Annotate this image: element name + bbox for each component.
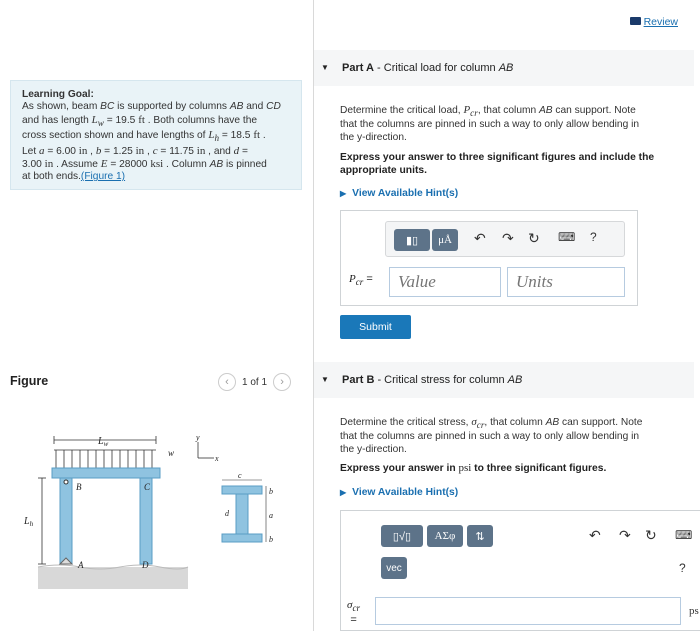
help-button[interactable]: ? — [590, 230, 597, 244]
text: Let — [22, 145, 39, 157]
text: = 19.5 — [103, 114, 139, 126]
text: . Both columns have the — [144, 114, 258, 126]
help-button[interactable]: ? — [679, 561, 686, 575]
beam-bc — [52, 468, 160, 478]
caret-down-icon: ▼ — [321, 63, 329, 72]
text: . — [260, 130, 266, 142]
right-panel — [314, 0, 700, 631]
text: , — [144, 145, 153, 157]
review-label: Review — [643, 16, 678, 28]
figure-page-indicator: 1 of 1 — [242, 376, 268, 388]
part-b-header[interactable] — [314, 362, 694, 398]
label-b-point: B — [76, 482, 82, 492]
math: d — [233, 144, 240, 157]
text: 3.00 — [22, 158, 45, 170]
math-pcr: $P_{cr}$ — [463, 104, 478, 119]
math-lh: $L_h$ — [208, 129, 220, 144]
label-c-dim: c — [238, 471, 242, 480]
label-c-point: C — [144, 482, 151, 492]
prompt-line: that the columns are pinned in such a way to only allow bending in — [340, 119, 640, 131]
part-a-hint-toggle[interactable]: ▶ View Available Hint(s) — [340, 188, 459, 199]
text: is supported by columns — [114, 101, 230, 113]
text: = 6.00 — [44, 145, 79, 157]
text: , and — [205, 145, 234, 157]
math: b — [95, 144, 102, 157]
math-sigma-cr: $\sigma_{cr}$ — [471, 416, 485, 431]
prompt-line: the y-direction. — [340, 443, 407, 455]
unit: in — [78, 144, 88, 157]
figure-link[interactable]: (Figure 1) — [80, 171, 126, 183]
text: CD — [266, 101, 281, 113]
units-input[interactable] — [507, 267, 625, 297]
book-icon — [630, 17, 641, 25]
greek-symbols-button[interactable]: ΑΣφ — [427, 525, 463, 547]
text: = — [239, 145, 248, 157]
text: = 1.25 — [101, 145, 136, 157]
label-x: x — [215, 454, 219, 463]
figure-title: Figure — [10, 374, 49, 388]
label-d-dim: d — [225, 509, 229, 518]
learning-goal-line-6 — [22, 171, 290, 183]
part-a-prompt — [340, 104, 670, 144]
unit: in — [135, 144, 145, 157]
units-symbols-button[interactable]: μÅ — [432, 229, 458, 251]
figure-header — [10, 372, 305, 394]
prev-figure-button[interactable] — [218, 373, 236, 391]
caret-right-icon: ▶ — [340, 488, 347, 497]
part-b-prompt — [340, 416, 670, 456]
caret-down-icon: ▼ — [321, 375, 329, 384]
learning-goal-line-3 — [22, 129, 290, 144]
text: at both ends. — [22, 171, 81, 183]
unit: ksi — [150, 157, 164, 170]
prompt-line: the y-direction. — [340, 131, 407, 143]
keyboard-icon[interactable]: ⌨ — [675, 528, 693, 542]
redo-icon[interactable]: ↷ — [619, 527, 631, 543]
learning-goal-line-1 — [22, 101, 290, 113]
part-a-instructions: Express your answer to three significant figures and include the appropriate units. — [340, 152, 655, 176]
ground-hatch — [38, 565, 188, 589]
part-a-answer-box — [340, 210, 638, 306]
undo-icon[interactable]: ↶ — [589, 527, 601, 543]
part-a-column: AB — [498, 62, 514, 74]
label-a-point: A — [78, 560, 84, 570]
arrows-button[interactable]: ⇅ — [467, 525, 493, 547]
text: and — [243, 101, 267, 113]
pin-b — [64, 480, 68, 484]
templates-button[interactable] — [394, 229, 430, 251]
templates-icon: ▮▯ — [405, 234, 419, 247]
left-panel — [0, 0, 313, 631]
frame-figure — [20, 422, 300, 602]
label-lw: $L_w$ — [98, 436, 109, 448]
part-a-header[interactable] — [314, 50, 694, 86]
part-a-label: Part A — [342, 62, 374, 74]
label-b-dim-bottom: b — [269, 535, 273, 544]
text: AB — [229, 101, 244, 113]
unit-suffix: ps — [689, 605, 699, 617]
text: = 11.75 — [157, 145, 197, 157]
unit: in — [44, 157, 54, 170]
chevron-right-icon: › — [280, 376, 284, 388]
prompt-line: Determine the critical load, $P_{cr}$, that column AB can support. Note — [340, 104, 636, 119]
text: , — [87, 145, 96, 157]
text: AB — [209, 158, 224, 170]
vec-button[interactable]: vec — [381, 557, 407, 579]
pcr-variable-label: $P_{cr}$ = — [349, 273, 373, 288]
submit-button[interactable]: Submit — [340, 315, 411, 339]
learning-goal-line-4 — [22, 145, 290, 158]
unit: in — [196, 144, 206, 157]
text: As shown, beam — [22, 101, 101, 113]
redo-icon[interactable]: ↷ — [502, 230, 514, 246]
text: and has length — [22, 114, 92, 126]
unit: ft — [138, 113, 145, 126]
templates-sqrt-button[interactable]: ▯√▯ — [381, 525, 423, 547]
text: = 28000 — [107, 158, 151, 170]
text: cross section shown and have lengths of — [22, 130, 209, 142]
label-b-dim-top: b — [269, 487, 273, 496]
part-b-column: AB — [507, 374, 523, 386]
label-y: y — [196, 433, 200, 442]
next-figure-button[interactable] — [273, 373, 291, 391]
figure-pager — [218, 373, 291, 391]
part-a-title: - Critical load for column — [374, 62, 499, 74]
text: = 18.5 — [219, 130, 254, 142]
column-ab — [60, 478, 72, 564]
math-lw: $L_w$ — [91, 113, 104, 128]
sigma-cr-variable-label: $\sigma_{cr}$ = — [347, 599, 361, 627]
part-b-answer-box — [340, 510, 700, 631]
text: . Column — [163, 158, 210, 170]
chevron-left-icon: ‹ — [225, 376, 229, 388]
keyboard-icon[interactable]: ⌨ — [558, 230, 576, 244]
learning-goal-box — [10, 80, 302, 190]
label-lh: $L_h$ — [24, 516, 34, 528]
undo-icon[interactable]: ↶ — [474, 230, 486, 246]
math: a — [39, 144, 45, 157]
text: is pinned — [223, 158, 267, 170]
reset-icon[interactable]: ↻ — [645, 527, 657, 543]
value-input[interactable] — [389, 267, 501, 297]
math: E — [100, 157, 108, 170]
part-b-label: Part B — [342, 374, 375, 386]
learning-goal-line-5 — [22, 158, 290, 171]
text: BC — [100, 101, 115, 113]
part-b-title: - Critical stress for column — [374, 374, 508, 386]
caret-right-icon: ▶ — [340, 189, 347, 198]
label-a-dim: a — [269, 511, 273, 520]
label-w: w — [168, 448, 175, 458]
stress-input[interactable] — [375, 597, 681, 625]
part-b-hint-toggle[interactable]: ▶ View Available Hint(s) — [340, 487, 459, 498]
prompt-line: that the columns are pinned in such a way to only allow bending in — [340, 431, 640, 443]
math: c — [152, 144, 158, 157]
review-link[interactable] — [630, 16, 678, 28]
prompt-line: Determine the critical stress, $\sigma_{cr}$, that column AB can support. Note — [340, 416, 643, 431]
learning-goal-line-2 — [22, 114, 290, 129]
learning-goal-title: Learning Goal: — [22, 89, 94, 100]
distributed-load — [54, 450, 156, 468]
reset-icon[interactable]: ↻ — [528, 230, 540, 246]
text: . Assume — [53, 158, 101, 170]
unit: ft — [253, 129, 261, 142]
part-b-instructions: Express your answer in psi to three significant figures. — [340, 462, 607, 474]
label-d-point: D — [142, 560, 149, 570]
part-a-toolbar — [385, 221, 625, 257]
